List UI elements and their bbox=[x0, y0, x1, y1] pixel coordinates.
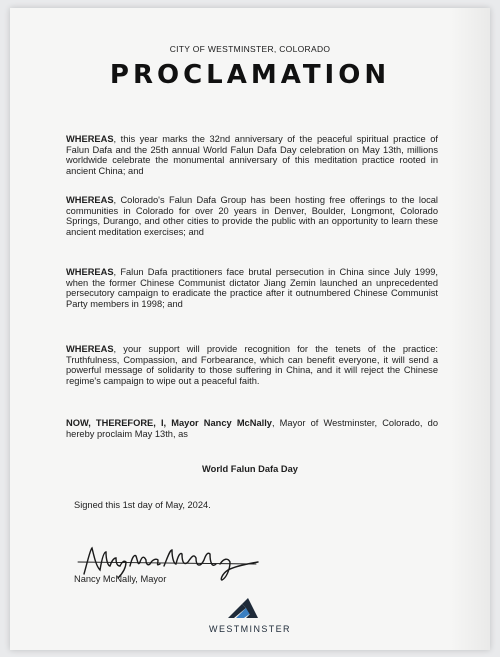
signer-name: Nancy McNally, Mayor bbox=[74, 574, 167, 584]
proclaimed-day-title: World Falun Dafa Day bbox=[202, 464, 298, 474]
whereas-paragraph-4 bbox=[66, 344, 438, 386]
paragraph-lead: WHEREAS bbox=[66, 344, 114, 354]
page-shading bbox=[450, 8, 490, 650]
whereas-paragraph-2 bbox=[66, 195, 438, 237]
paragraph-text: , Colorado's Falun Dafa Group has been hosting free offerings to the local communities in Colorado for over 20 years in Denver, Boulder, Longmont, Colorado Springs, Durango, and other cities to provide the public with an opportunity to learn these ancient meditation exercises; and bbox=[66, 195, 438, 237]
westminster-logo-icon bbox=[224, 594, 262, 620]
paragraph-lead: NOW, THEREFORE, I, Mayor Nancy McNally bbox=[66, 418, 272, 428]
westminster-logo-text: WESTMINSTER bbox=[209, 624, 291, 634]
paragraph-lead: WHEREAS bbox=[66, 134, 114, 144]
signed-date-line: Signed this 1st day of May, 2024. bbox=[74, 500, 211, 510]
document-title: PROCLAMATION bbox=[109, 60, 391, 90]
city-heading: CITY OF WESTMINSTER, COLORADO bbox=[169, 44, 331, 54]
paragraph-text: , Falun Dafa practitioners face brutal persecution in China since July 1999, when the former Chinese Communist dictator Jiang Zemin launched an unprecedented persecutory campaign to eradicate the practice after it outnumbered Chinese Communist Party members in 1998; and bbox=[66, 267, 438, 309]
whereas-paragraph-1 bbox=[66, 134, 438, 176]
proclaim-paragraph bbox=[66, 418, 438, 439]
paragraph-text: , Mayor of Westminster, Colorado, do hereby proclaim May 13th, as bbox=[66, 418, 438, 439]
whereas-paragraph-3 bbox=[66, 267, 438, 309]
proclamation-document bbox=[10, 8, 490, 650]
paragraph-text: , this year marks the 32nd anniversary of the peaceful spiritual practice of Falun Dafa and the 25th annual World Falun Dafa Day celebration on May 13th, millions worldwide celebrate the monumental anniversary of this meditation practice rooted in ancient China; and bbox=[66, 134, 438, 176]
paragraph-lead: WHEREAS bbox=[66, 195, 114, 205]
paragraph-text: , your support will provide recognition for the tenets of the practice: Truthfulness, Compassion, and Forbearance, which can benefit everyone, it will send a powerful message of solidarity to those suffering in China, and it will reject the Chinese regime's campaign to wipe out a peaceful faith. bbox=[66, 344, 438, 386]
paragraph-lead: WHEREAS bbox=[66, 267, 114, 277]
